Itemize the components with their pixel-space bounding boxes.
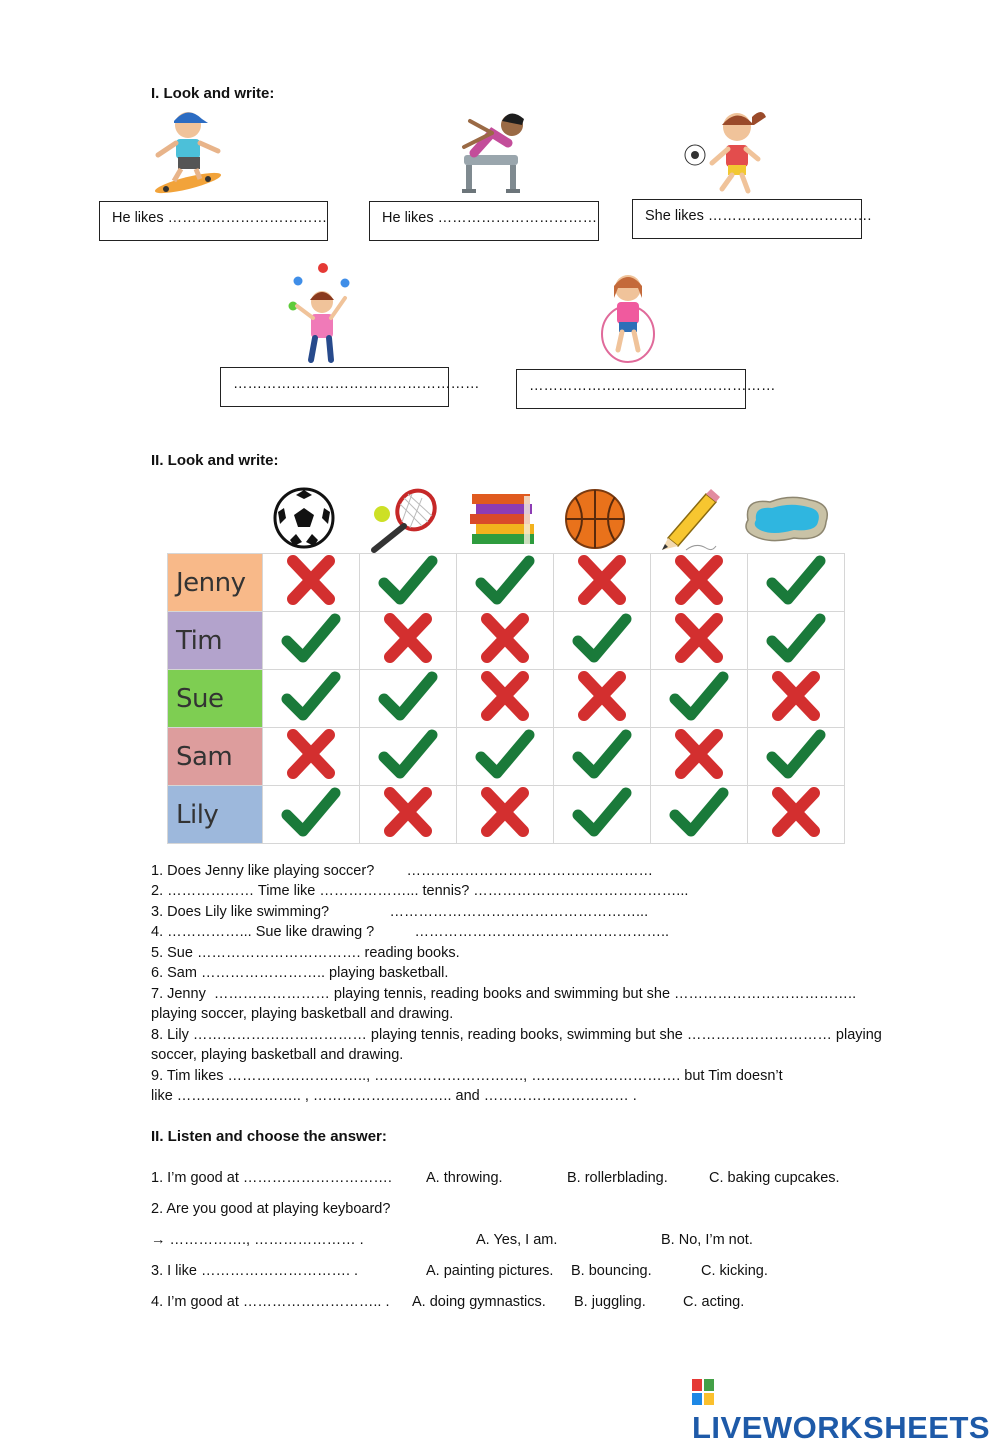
listen-question-2-option-a[interactable]: A. Yes, I am. <box>476 1232 558 1248</box>
likes-grid <box>167 553 845 844</box>
check-mark-icon <box>651 786 748 844</box>
liveworksheets-badge-icon <box>692 1379 714 1405</box>
question-line-4[interactable]: 4. ……………... Sue like drawing ? …………………………………………….. <box>151 924 670 940</box>
listen-question-2-answer-line[interactable]: → ……………., ………………… . <box>151 1232 364 1248</box>
check-mark-icon <box>263 670 360 728</box>
pencil-icon <box>656 486 722 554</box>
listen-question-3-option-a[interactable]: A. painting pictures. <box>426 1263 554 1279</box>
listen-question-3-option-b[interactable]: B. bouncing. <box>571 1263 652 1279</box>
check-mark-icon <box>360 728 457 786</box>
question-line-10[interactable]: soccer, playing basketball and drawing. <box>151 1047 404 1063</box>
cross-mark-icon <box>554 670 651 728</box>
cross-mark-icon <box>457 670 554 728</box>
listen-question-1-stem: 1. I’m good at …………………………. <box>151 1170 392 1186</box>
check-mark-icon <box>263 786 360 844</box>
listen-question-2-option-b[interactable]: B. No, I’m not. <box>661 1232 753 1248</box>
basketball-icon <box>563 487 627 551</box>
tennis-racket-icon <box>368 486 440 554</box>
grid-row-name: Jenny <box>168 554 263 612</box>
check-mark-icon <box>554 728 651 786</box>
listen-question-1-option-a[interactable]: A. throwing. <box>426 1170 503 1186</box>
cross-mark-icon <box>457 786 554 844</box>
grid-row-lily <box>168 786 845 844</box>
grid-row-sam <box>168 728 845 786</box>
check-mark-icon <box>748 728 845 786</box>
answer-box-1[interactable]: He likes …………………………… <box>99 201 328 241</box>
cross-mark-icon <box>360 612 457 670</box>
cross-mark-icon <box>457 612 554 670</box>
listen-question-1-option-b[interactable]: B. rollerblading. <box>567 1170 668 1186</box>
check-mark-icon <box>651 670 748 728</box>
question-line-3[interactable]: 3. Does Lily like swimming? ……………………………………………... <box>151 904 649 920</box>
soccer-ball-icon <box>272 486 336 550</box>
grid-row-name: Sue <box>168 670 263 728</box>
section1-heading: I. Look and write: <box>151 85 275 102</box>
question-line-7[interactable]: 7. Jenny …………………… playing tennis, reading books and swimming but she ……………………………….. <box>151 986 857 1002</box>
question-line-2[interactable]: 2. ……………… Time like ………………... tennis? ……………………………………... <box>151 883 689 899</box>
grid-row-name: Tim <box>168 612 263 670</box>
listen-question-4-option-a[interactable]: A. doing gymnastics. <box>412 1294 546 1310</box>
cross-mark-icon <box>651 554 748 612</box>
question-line-9[interactable]: 8. Lily ……………………………… playing tennis, reading books, swimming but she ………………………… playing <box>151 1027 882 1043</box>
grid-row-name: Sam <box>168 728 263 786</box>
listen-question-4-option-b[interactable]: B. juggling. <box>574 1294 646 1310</box>
answer-box-5[interactable]: …………………………………………… <box>516 369 746 409</box>
check-mark-icon <box>360 670 457 728</box>
listen-question-4-option-c[interactable]: C. acting. <box>683 1294 745 1310</box>
question-line-12[interactable]: like …………………….. , ……………………….. and ………………………… . <box>151 1088 637 1104</box>
check-mark-icon <box>554 786 651 844</box>
grid-row-name: Lily <box>168 786 263 844</box>
soccer-girl-icon <box>682 103 772 195</box>
check-mark-icon <box>748 554 845 612</box>
skateboarding-boy-icon <box>148 105 232 195</box>
cross-mark-icon <box>360 786 457 844</box>
check-mark-icon <box>263 612 360 670</box>
listen-question-3-stem: 3. I like …………………………. . <box>151 1263 359 1279</box>
cross-mark-icon <box>651 612 748 670</box>
answer-box-2[interactable]: He likes …………………………… <box>369 201 599 241</box>
juggling-girl-icon <box>283 262 353 366</box>
cross-mark-icon <box>263 554 360 612</box>
brand-text: LIVEWORKSHEETS <box>692 1410 991 1445</box>
grid-row-jenny <box>168 554 845 612</box>
cross-mark-icon <box>651 728 748 786</box>
check-mark-icon <box>554 612 651 670</box>
swimming-pool-icon <box>740 492 832 544</box>
skipping-rope-girl-icon <box>596 268 660 366</box>
question-line-1[interactable]: 1. Does Jenny like playing soccer? …………………………………………… <box>151 863 653 879</box>
liveworksheets-logo <box>692 1374 1000 1446</box>
listen-question-2-stem: 2. Are you good at playing keyboard? <box>151 1201 391 1217</box>
cross-mark-icon <box>748 670 845 728</box>
cross-mark-icon <box>263 728 360 786</box>
listen-question-4-stem: 4. I’m good at ……………………….. . <box>151 1294 390 1310</box>
cross-mark-icon <box>554 554 651 612</box>
question-line-11[interactable]: 9. Tim likes ……………………….., …………………………., …………………………. but Tim doesn’t <box>151 1068 783 1084</box>
question-line-6[interactable]: 6. Sam …………………….. playing basketball. <box>151 965 449 981</box>
answer-box-3[interactable]: She likes ……………………………. <box>632 199 862 239</box>
listen-question-1-option-c[interactable]: C. baking cupcakes. <box>709 1170 840 1186</box>
listen-question-3-option-c[interactable]: C. kicking. <box>701 1263 768 1279</box>
books-icon <box>466 490 538 546</box>
grid-row-tim <box>168 612 845 670</box>
section3-heading: II. Listen and choose the answer: <box>151 1128 387 1145</box>
grid-row-sue <box>168 670 845 728</box>
cross-mark-icon <box>748 786 845 844</box>
check-mark-icon <box>457 554 554 612</box>
check-mark-icon <box>457 728 554 786</box>
section2-heading: II. Look and write: <box>151 452 279 469</box>
check-mark-icon <box>360 554 457 612</box>
answer-box-4[interactable]: …………………………………………… <box>220 367 449 407</box>
question-line-5[interactable]: 5. Sue ……………………………. reading books. <box>151 945 460 961</box>
question-line-8[interactable]: playing soccer, playing basketball and drawing. <box>151 1006 454 1022</box>
gymnastics-boy-icon <box>452 103 528 195</box>
check-mark-icon <box>748 612 845 670</box>
